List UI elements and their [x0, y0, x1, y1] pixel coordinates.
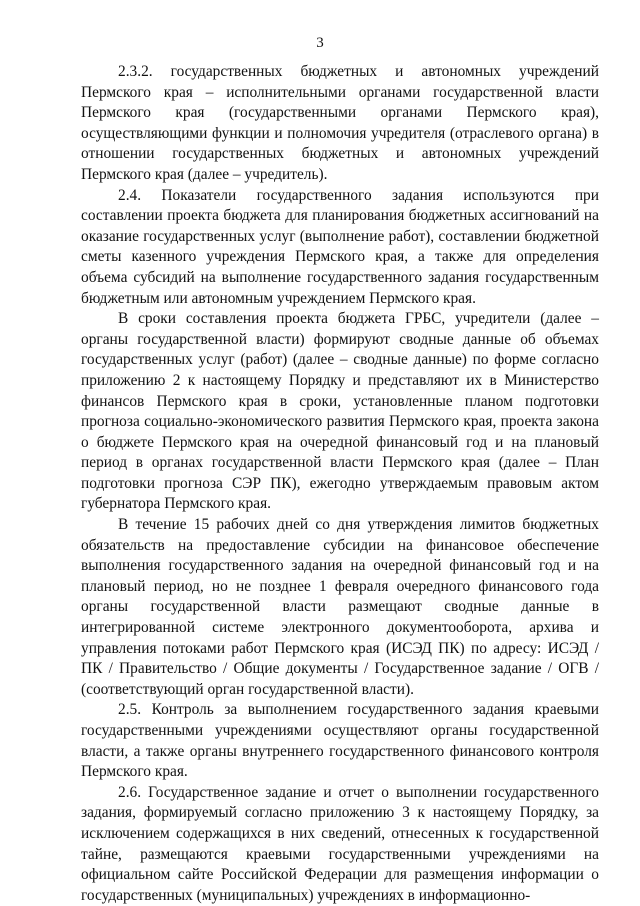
document-body	[81, 62, 599, 906]
page-number: 3	[316, 35, 324, 51]
paragraph-15-working-days: В течение 15 рабочих дней со дня утверждения лимитов бюджетных обязательств на предоставление субсидии на финансовое обеспечение выполнения государственного задания на очередной финансовый год и на плановый период, но не позднее 1 февраля очередного финансового года органы государственной власти размещают сводные данные в интегрированной системе электронного документооборота, архива и управления потоками работ Пермского края (ИСЭД ПК) по адресу: ИСЭД / ПК / Правительство / Общие документы / Государственное задание / ОГВ / (соответствующий орган государственной власти).	[81, 516, 599, 698]
paragraph-2-6: 2.6. Государственное задание и отчет о выполнении государственного задания, формируемый согласно приложению 3 к настоящему Порядку, за исключением содержащихся в них сведений, отнесенных к государственной тайне, размещаются краевыми государственными учреждениями на официальном сайте Российской Федерации для размещения информации о государственных (муниципальных) учреждениях в информационно-	[81, 783, 599, 904]
paragraph-2-3-2: 2.3.2. государственных бюджетных и автономных учреждений Пермского края – исполнительными органами государственной власти Пермского края (государственными органами Пермского края), осуществляющими функции и полномочия учредителя (отраслевого органа) в отношении государственных бюджетных и автономных учреждений Пермского края (далее – учредитель).	[81, 63, 599, 183]
paragraph-budget-deadlines: В сроки составления проекта бюджета ГРБС, учредители (далее – органы государственной власти) формируют сводные данные об объемах государственных услуг (работ) (далее – сводные данные) по форме согласно приложению 2 к настоящему Порядку и представляют их в Министерство финансов Пермского края в сроки, установленные планом подготовки прогноза социально-экономического развития Пермского края, проекта закона о бюджете Пермского края на очередной финансовый год и на плановый период в органах государственной власти Пермского края (далее – План подготовки прогноза СЭР ПК), ежегодно утверждаемым правовым актом губернатора Пермского края.	[81, 310, 599, 513]
paragraph-2-5: 2.5. Контроль за выполнением государственного задания краевыми государственными учреждениями осуществляют органы государственной власти, а также органы внутреннего государственного финансового контроля Пермского края.	[81, 701, 599, 781]
paragraph-2-4: 2.4. Показатели государственного задания используются при составлении проекта бюджета для планирования бюджетных ассигнований на оказание государственных услуг (выполнение работ), составлении бюджетной сметы казенного учреждения Пермского края, а также для определения объема субсидий на выполнение государственного задания государственным бюджетным или автономным учреждением Пермского края.	[81, 186, 599, 307]
